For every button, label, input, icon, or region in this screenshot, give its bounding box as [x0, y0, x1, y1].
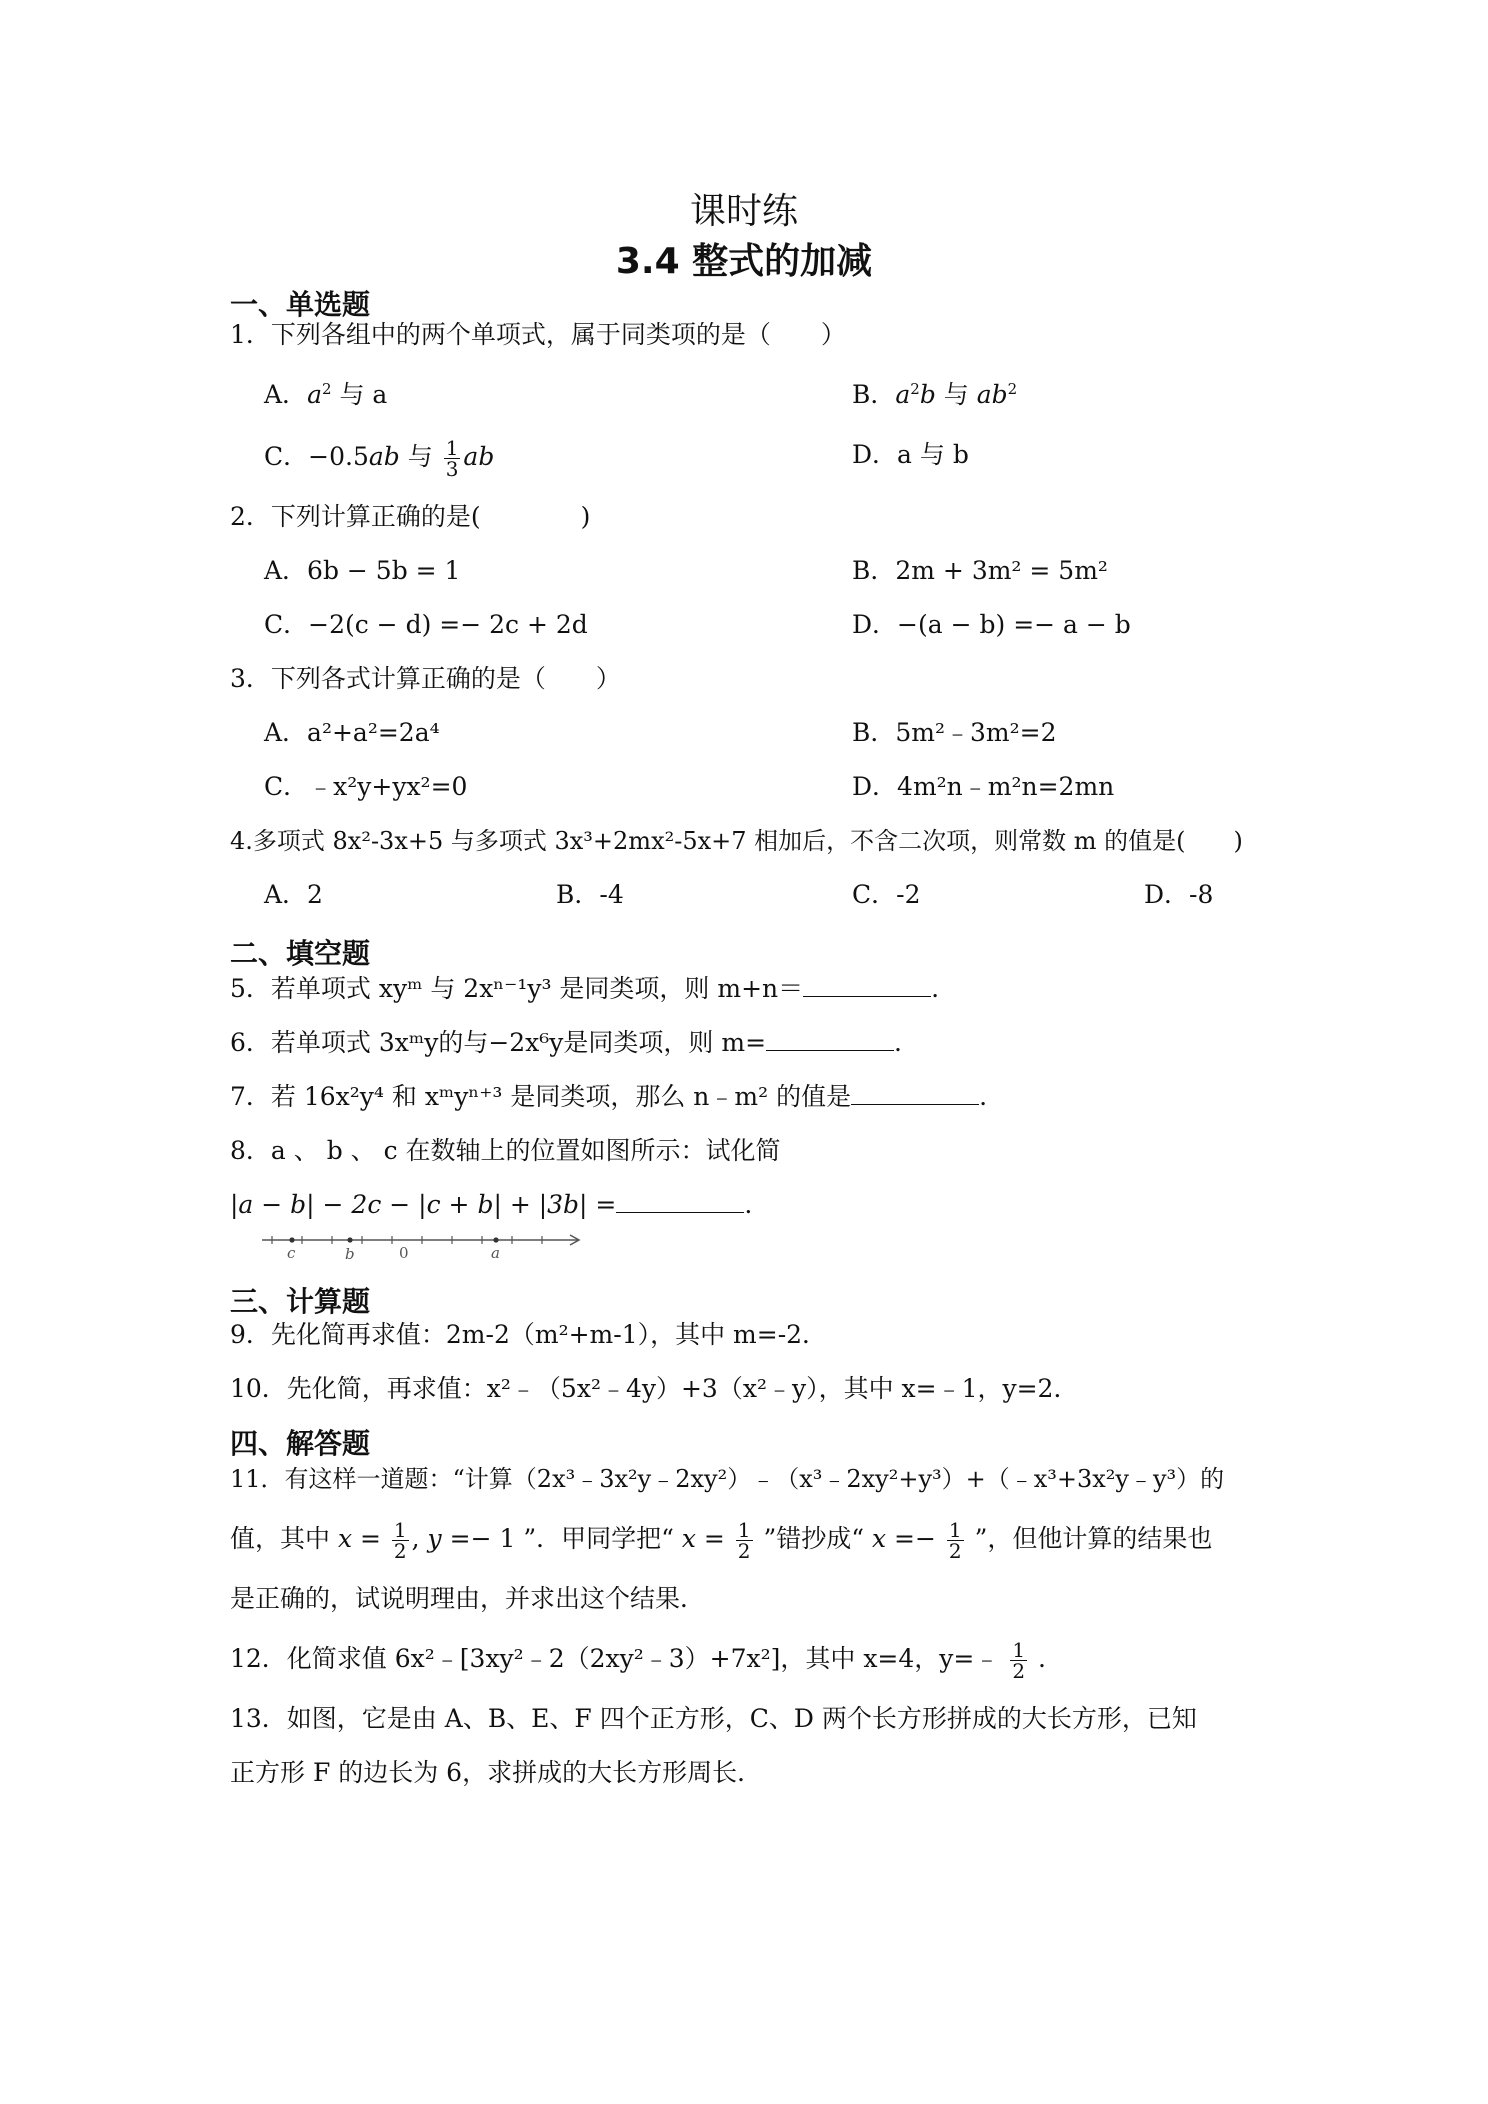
- question-4-stem: 4.多项式 8x²-3x+5 与多项式 3x³+2mx²-5x+7 相加后，不含二次项，则常数 m 的值是( ): [230, 827, 1243, 855]
- q1-option-a: A．$a^2$ 与 a: [264, 380, 388, 409]
- question-11-line1: 11．有这样一道题：“计算（2x³﹣3x²y﹣2xy²）﹣（x³﹣2xy²+y³）+（﹣x³+3x²y﹣y³）的: [230, 1465, 1225, 1493]
- answer-blank[interactable]: [766, 1028, 894, 1051]
- point-c: [289, 1237, 294, 1242]
- q3-option-d: D．4m²n﹣m²n=2mn: [852, 772, 1115, 801]
- q2-option-d: D．−(a − b) =− a − b: [852, 610, 1131, 639]
- q2-option-b: B．2m + 3m² = 5m²: [852, 556, 1108, 585]
- number-line-figure: [258, 1226, 586, 1262]
- question-2-stem: 2．下列计算正确的是( ): [230, 502, 591, 531]
- answer-blank[interactable]: [616, 1190, 744, 1213]
- question-1-stem: 1．下列各组中的两个单项式，属于同类项的是（ ）: [230, 320, 846, 349]
- question-13-line1: 13．如图，它是由 A、B、E、F 四个正方形，C、D 两个长方形拼成的大长方形，已知: [230, 1704, 1197, 1733]
- question-8-line2: |a − b| − 2c − |c + b| + |3b| = .: [230, 1190, 753, 1219]
- question-3-stem: 3．下列各式计算正确的是（ ）: [230, 664, 621, 693]
- q4-option-a: A．2: [264, 880, 323, 909]
- point-b: [347, 1237, 352, 1242]
- q4-option-b: B．-4: [556, 880, 624, 909]
- question-11-line3: 是正确的，试说明理由，并求出这个结果．: [230, 1584, 706, 1613]
- section-heading-2: 二、填空题: [230, 937, 371, 970]
- q2-option-c: C．−2(c − d) =− 2c + 2d: [264, 610, 588, 639]
- q2-option-a: A．6b − 5b = 1: [264, 556, 461, 585]
- label-b: b: [345, 1245, 355, 1262]
- answer-blank[interactable]: [851, 1082, 979, 1105]
- section-heading-1: 一、单选题: [230, 288, 371, 321]
- question-6: 6．若单项式 3xᵐy的与−2x⁶y是同类项，则 m= .: [230, 1028, 902, 1057]
- q1-option-d: D．a 与 b: [852, 440, 969, 469]
- question-13-line2: 正方形 F 的边长为 6，求拼成的大长方形周长．: [230, 1758, 763, 1787]
- section-heading-3: 三、计算题: [230, 1285, 371, 1318]
- label-a: a: [491, 1244, 500, 1262]
- q3-option-c: C．﹣x²y+yx²=0: [264, 772, 468, 801]
- q1-option-b: B．$a^2b$ 与 $ab^2$: [852, 380, 1018, 409]
- question-12: 12．化简求值 6x²﹣[3xy²﹣2（2xy²﹣3）+7x²]，其中 x=4，y=﹣ $\frac{1}{2}$ .: [230, 1638, 1046, 1683]
- page-subtitle: 3.4 整式的加减: [615, 241, 873, 282]
- question-10: 10．先化简，再求值：x²﹣（5x²﹣4y）+3（x²﹣y），其中 x=﹣1，y=2．: [230, 1374, 1079, 1403]
- answer-blank[interactable]: [803, 974, 931, 997]
- q4-option-c: C．-2: [852, 880, 921, 909]
- label-zero: 0: [399, 1244, 409, 1262]
- q3-option-a: A．a²+a²=2a⁴: [264, 718, 440, 747]
- label-c: c: [287, 1244, 296, 1262]
- question-11-line2: 值，其中 x = $\frac{1}{2}$ , y =− 1 ”．甲同学把“ x = $\frac{1}{2}$ ”错抄成“ x =− $\frac{1}{2}$ ”，但他计算的结果也: [230, 1518, 1213, 1563]
- question-7: 7．若 16x²y⁴ 和 xᵐyⁿ⁺³ 是同类项，那么 n﹣m² 的值是 .: [230, 1082, 988, 1111]
- q4-option-d: D．-8: [1144, 880, 1214, 909]
- q3-option-b: B．5m²﹣3m²=2: [852, 718, 1057, 747]
- question-9: 9．先化简再求值：2m-2（m²+m-1），其中 m=-2．: [230, 1320, 828, 1349]
- q1-option-c: C．−0.5ab 与 $\frac{1}{3}$ ab: [264, 436, 495, 481]
- section-heading-4: 四、解答题: [230, 1427, 371, 1460]
- question-8-line1: 8．a 、 b 、 c 在数轴上的位置如图所示：试化简: [230, 1136, 781, 1165]
- point-a: [493, 1237, 498, 1242]
- page-title: 课时练: [689, 191, 798, 232]
- question-5: 5．若单项式 xyᵐ 与 2xⁿ⁻¹y³ 是同类项，则 m+n＝ .: [230, 974, 940, 1003]
